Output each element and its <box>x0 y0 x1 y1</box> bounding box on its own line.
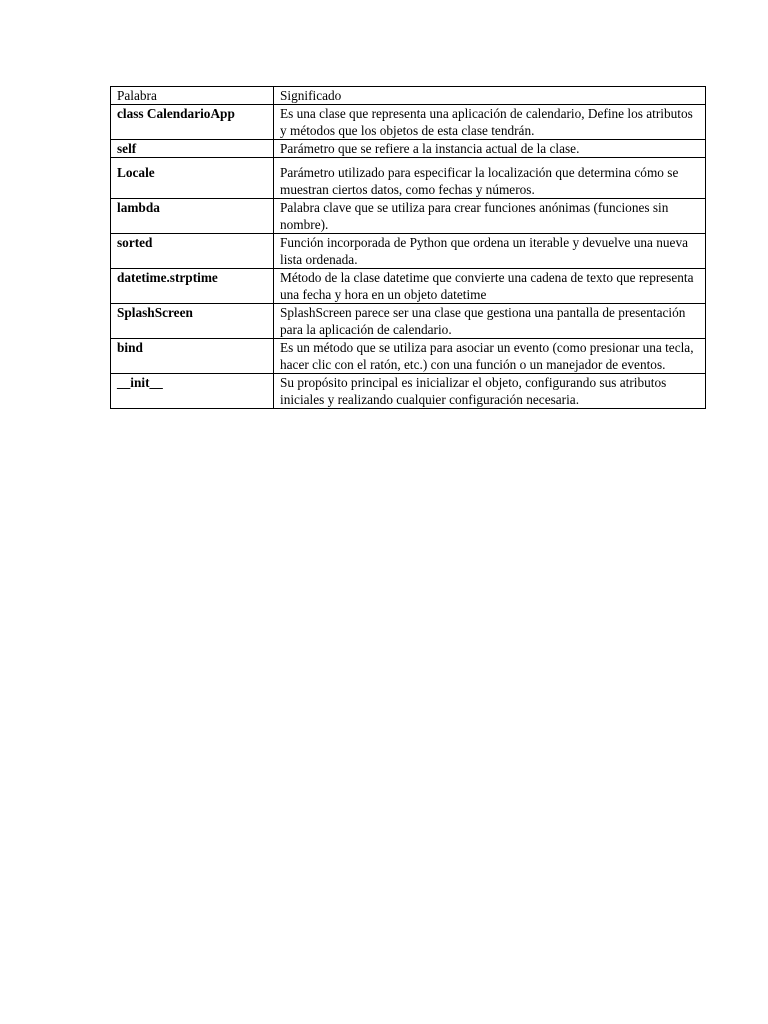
table-row <box>111 269 706 304</box>
meaning-cell: Palabra clave que se utiliza para crear funciones anónimas (funciones sin nombre). <box>274 199 706 234</box>
meaning-cell: Su propósito principal es inicializar el objeto, configurando sus atributos iniciales y realizando cualquier configuración necesaria. <box>274 374 706 409</box>
term-cell: sorted <box>111 234 274 269</box>
term-cell: Locale <box>111 158 274 199</box>
meaning-cell: Función incorporada de Python que ordena un iterable y devuelve una nueva lista ordenada. <box>274 234 706 269</box>
term-cell: datetime.strptime <box>111 269 274 304</box>
meaning-cell: SplashScreen parece ser una clase que gestiona una pantalla de presentación para la aplicación de calendario. <box>274 304 706 339</box>
term-cell: lambda <box>111 199 274 234</box>
table-row <box>111 339 706 374</box>
term-cell: self <box>111 140 274 158</box>
table-row <box>111 105 706 140</box>
term-cell: SplashScreen <box>111 304 274 339</box>
table-row <box>111 158 706 199</box>
table-row <box>111 304 706 339</box>
meaning-cell: Parámetro utilizado para especificar la localización que determina cómo se muestran ciertos datos, como fechas y números. <box>274 158 706 199</box>
term-cell: __init__ <box>111 374 274 409</box>
header-cell-palabra: Palabra <box>111 87 274 105</box>
meaning-cell: Método de la clase datetime que convierte una cadena de texto que representa una fecha y hora en un objeto datetime <box>274 269 706 304</box>
table-row <box>111 374 706 409</box>
table-row <box>111 140 706 158</box>
table-row <box>111 234 706 269</box>
header-cell-significado: Significado <box>274 87 706 105</box>
glossary-table <box>110 86 706 409</box>
table-header-row <box>111 87 706 105</box>
meaning-cell: Es un método que se utiliza para asociar un evento (como presionar una tecla, hacer clic con el ratón, etc.) con una función o un manejador de eventos. <box>274 339 706 374</box>
term-cell: class CalendarioApp <box>111 105 274 140</box>
meaning-cell: Parámetro que se refiere a la instancia actual de la clase. <box>274 140 706 158</box>
term-cell: bind <box>111 339 274 374</box>
meaning-cell: Es una clase que representa una aplicación de calendario, Define los atributos y métodos que los objetos de esta clase tendrán. <box>274 105 706 140</box>
table-row <box>111 199 706 234</box>
